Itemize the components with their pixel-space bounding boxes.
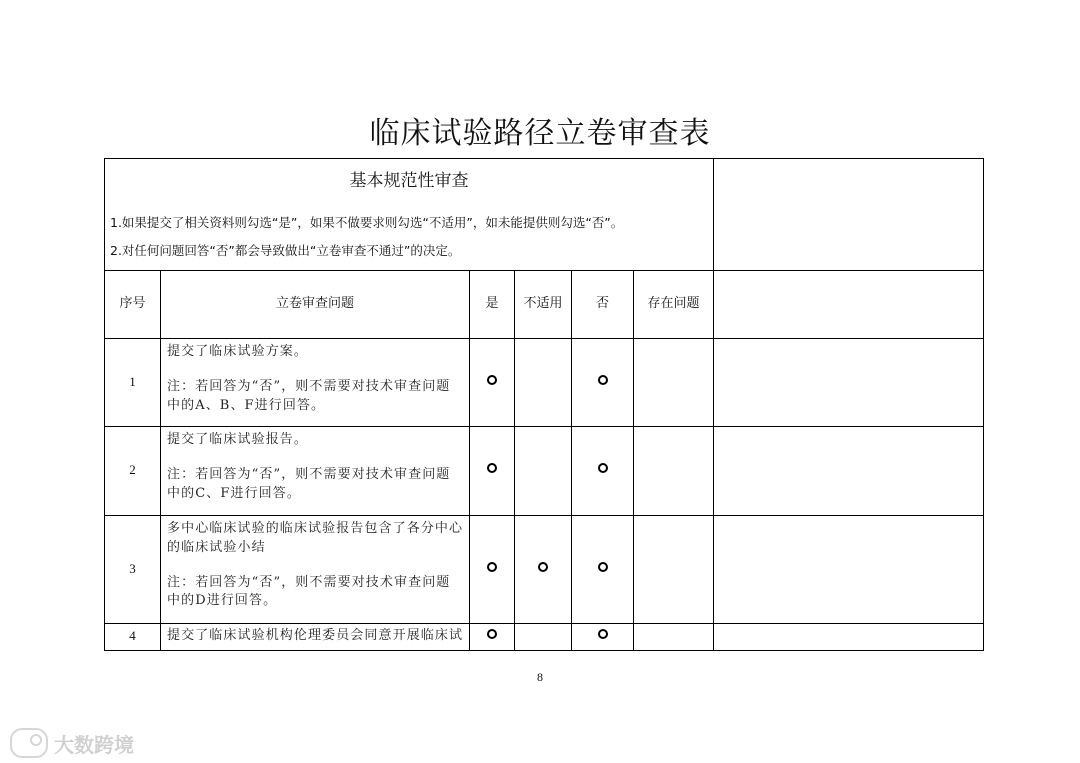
question-cell (161, 623, 470, 650)
section-title: 基本规范性审查 (349, 171, 469, 191)
header-question: 立卷审查问题 (161, 270, 470, 338)
table-row (105, 426, 984, 515)
question-note: 注：若回答为“否”，则不需要对技术审查问题中的C、F进行回答。 (167, 466, 451, 501)
side-blank-cell (714, 426, 984, 515)
question-text: 提交了临床试验方案。 (167, 343, 309, 359)
question-cell (161, 426, 470, 515)
header-no-answer: 否 (572, 270, 634, 338)
row-number: 3 (105, 515, 161, 623)
page-title: 临床试验路径立卷审查表 (369, 116, 711, 151)
question-text: 提交了临床试验报告。 (167, 431, 309, 447)
side-blank-cell (714, 623, 984, 650)
question-cell (161, 515, 470, 623)
checkbox-circle-icon[interactable] (598, 463, 608, 473)
table-row (105, 515, 984, 623)
checkbox-circle-icon[interactable] (487, 562, 497, 572)
table-row (105, 338, 984, 426)
column-header-row (105, 270, 984, 338)
row-number: 1 (105, 338, 161, 426)
section-header-row (105, 159, 984, 271)
side-blank-cell (714, 270, 984, 338)
no-cell[interactable] (572, 338, 634, 426)
review-table (104, 158, 984, 651)
question-note: 注：若回答为“否”，则不需要对技术审查问题中的A、B、F进行回答。 (167, 378, 451, 413)
watermark-text: 大数跨境 (54, 732, 134, 757)
row-number: 4 (105, 623, 161, 650)
checkbox-circle-icon[interactable] (487, 375, 497, 385)
no-cell[interactable] (572, 426, 634, 515)
question-note: 注：若回答为“否”，则不需要对技术审查问题中的D进行回答。 (167, 574, 451, 609)
na-cell[interactable] (515, 338, 572, 426)
na-cell[interactable] (515, 515, 572, 623)
instruction-1: 1.如果提交了相关资料则勾选“是”，如果不做要求则勾选“不适用”，如未能提供则勾选“否”。 (110, 214, 624, 230)
yes-cell[interactable] (470, 623, 515, 650)
header-no: 序号 (105, 270, 161, 338)
question-text: 提交了临床试验机构伦理委员会同意开展临床试 (167, 627, 464, 643)
instruction-2: 2.对任何问题回答“否”都会导致做出“立卷审查不通过”的决定。 (110, 242, 461, 258)
watermark-logo-icon (10, 728, 48, 758)
section-cell (105, 159, 714, 271)
page-number: 8 (537, 670, 543, 684)
checkbox-circle-icon[interactable] (538, 562, 548, 572)
question-text: 多中心临床试验的临床试验报告包含了各分中心的临床试验小结 (167, 520, 464, 555)
header-na: 不适用 (515, 270, 572, 338)
na-cell[interactable] (515, 623, 572, 650)
checkbox-circle-icon[interactable] (487, 463, 497, 473)
side-blank-cell (714, 338, 984, 426)
checkbox-circle-icon[interactable] (598, 562, 608, 572)
checkbox-circle-icon[interactable] (598, 629, 608, 639)
checkbox-circle-icon[interactable] (598, 375, 608, 385)
yes-cell[interactable] (470, 515, 515, 623)
header-yes: 是 (470, 270, 515, 338)
yes-cell[interactable] (470, 426, 515, 515)
side-blank-cell (714, 159, 984, 271)
no-cell[interactable] (572, 515, 634, 623)
no-cell[interactable] (572, 623, 634, 650)
side-blank-cell (714, 515, 984, 623)
checkbox-circle-icon[interactable] (487, 629, 497, 639)
issues-cell[interactable] (634, 338, 714, 426)
na-cell[interactable] (515, 426, 572, 515)
issues-cell[interactable] (634, 515, 714, 623)
row-number: 2 (105, 426, 161, 515)
issues-cell[interactable] (634, 623, 714, 650)
issues-cell[interactable] (634, 426, 714, 515)
question-cell (161, 338, 470, 426)
yes-cell[interactable] (470, 338, 515, 426)
header-issues: 存在问题 (634, 270, 714, 338)
watermark (10, 728, 134, 758)
table-row (105, 623, 984, 650)
